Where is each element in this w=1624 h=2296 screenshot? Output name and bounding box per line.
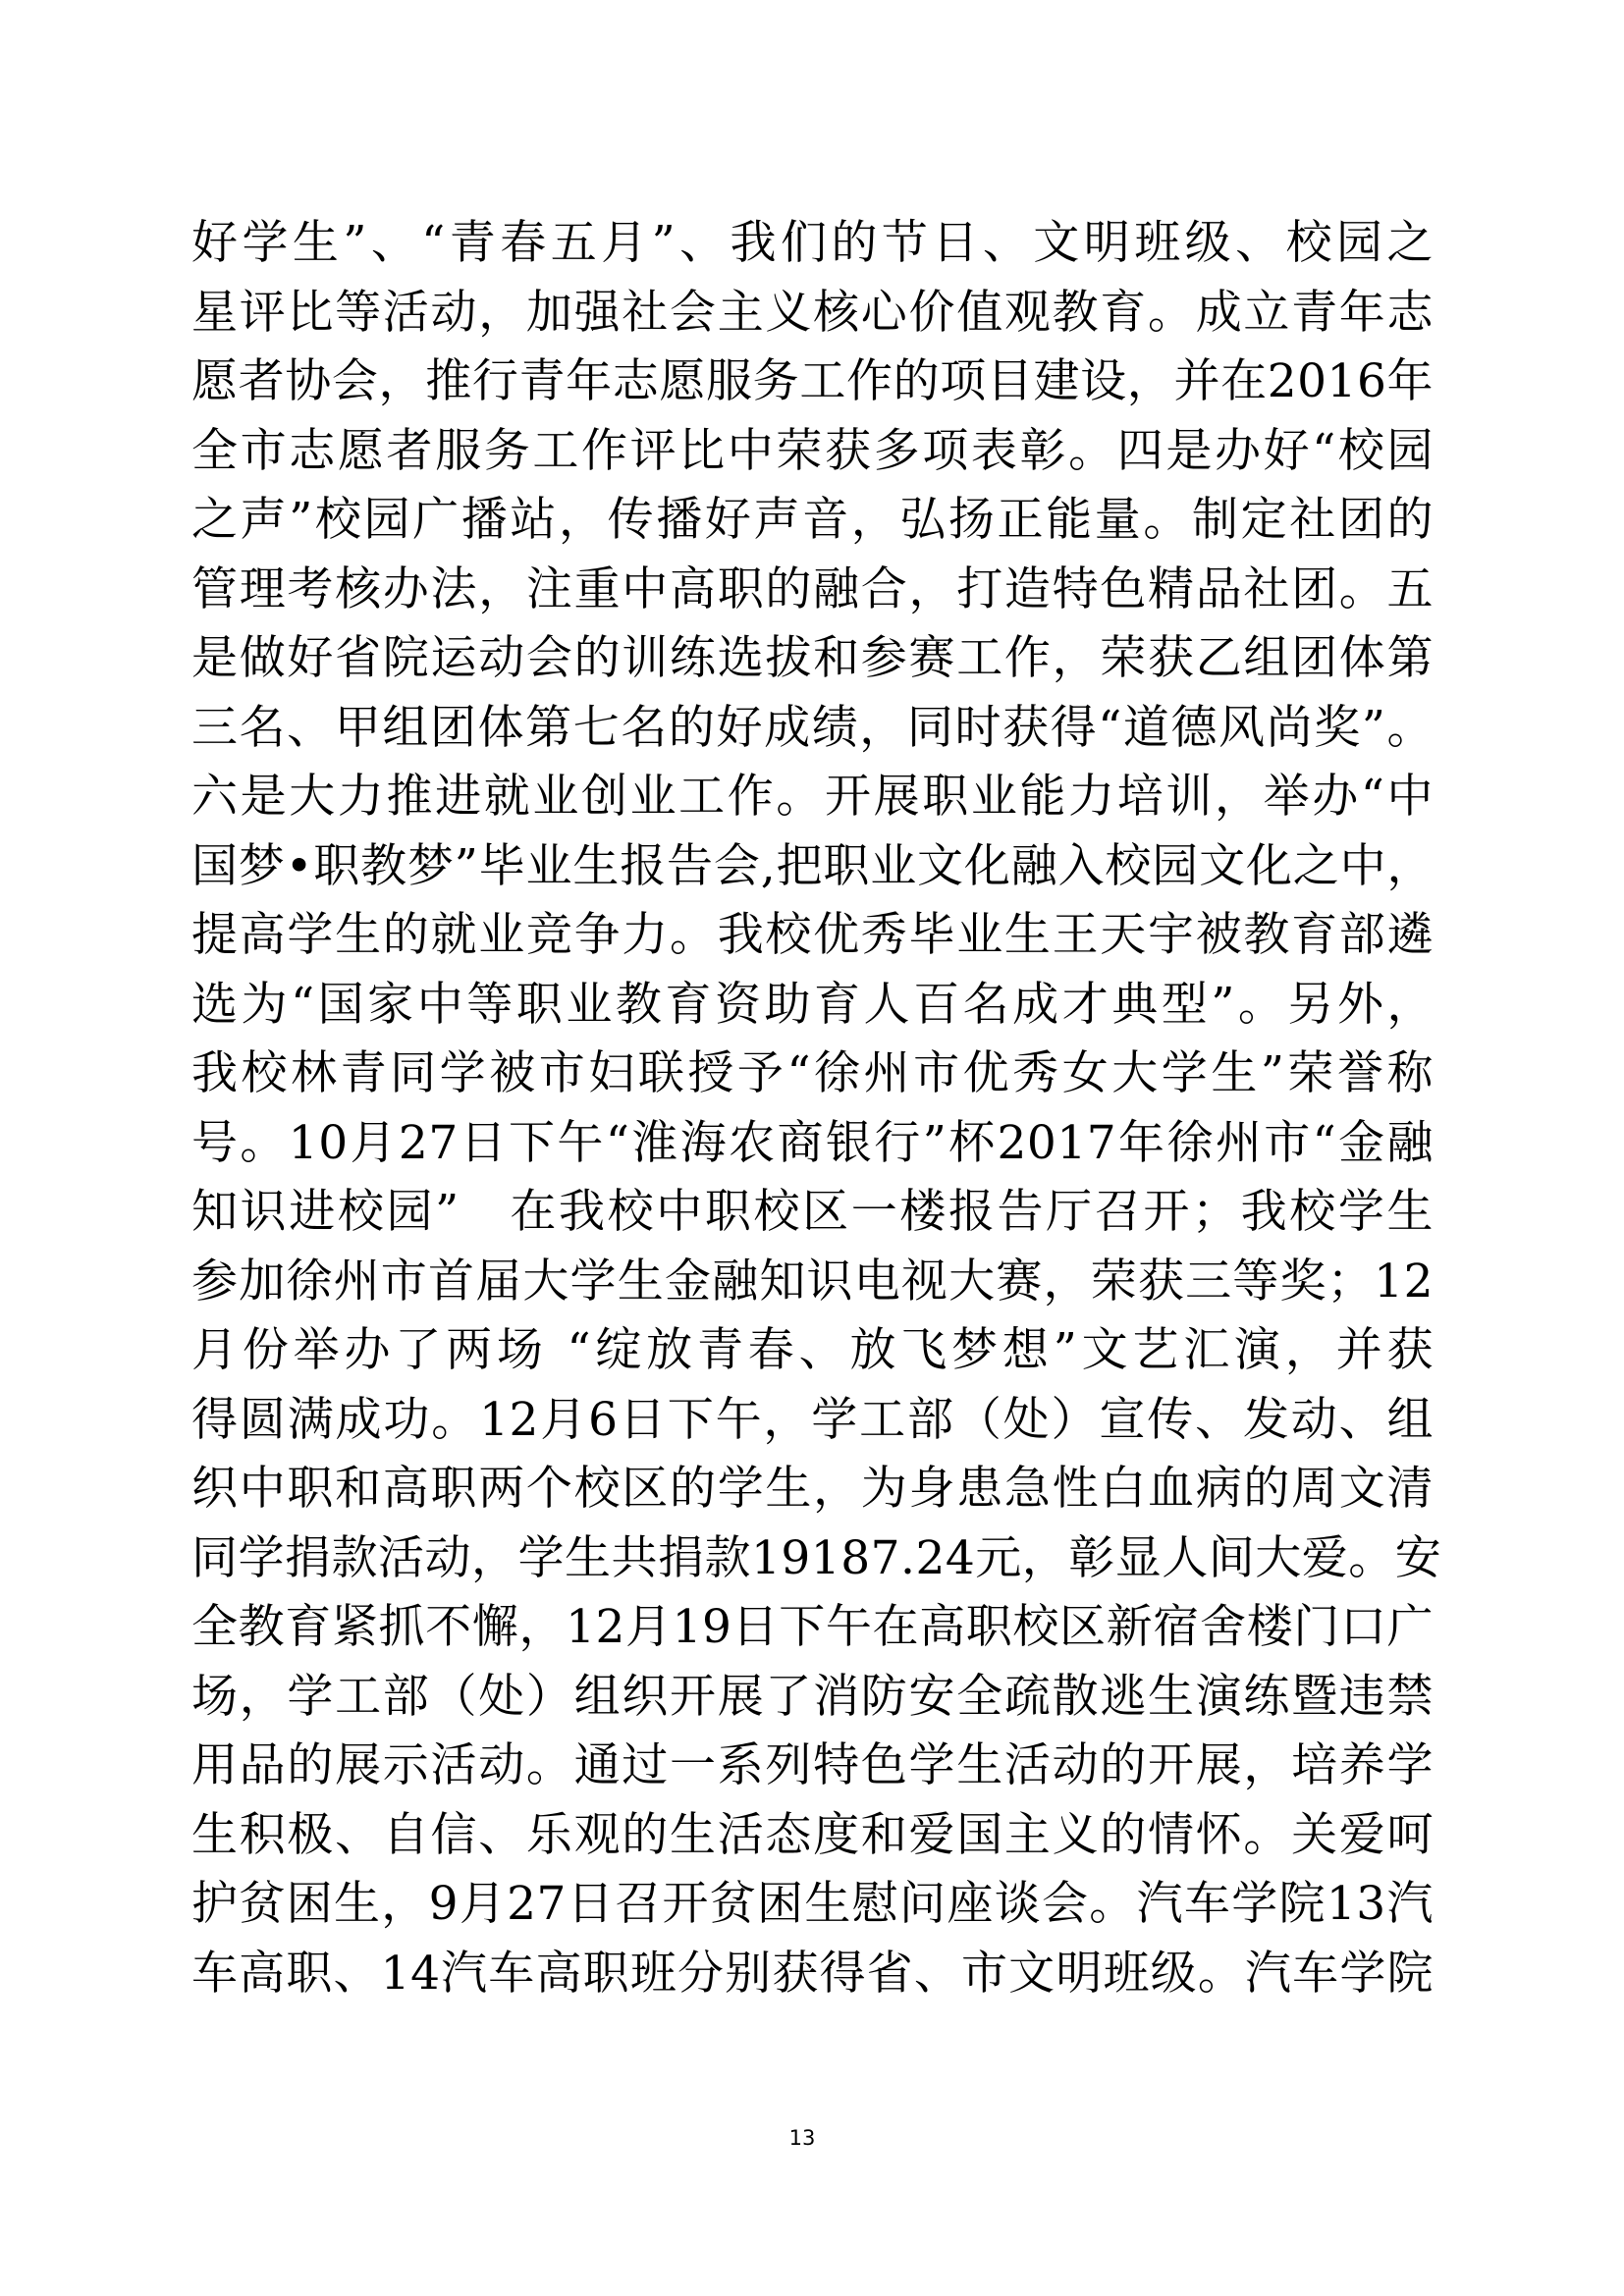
- text-line: 星评比等活动，加强社会主义核心价值观教育。成立青年志: [191, 285, 1434, 340]
- text-line: 织中职和高职两个校区的学生，为身患急性白血病的周文清: [191, 1462, 1434, 1516]
- text-line: 好学生”、“青春五月”、我们的节日、文明班级、校园之: [191, 216, 1434, 270]
- text-line: 提高学生的就业竞争力。我校优秀毕业生王天宇被教育部遴: [191, 908, 1434, 962]
- text-line: 护贫困生，9月27日召开贫困生慰问座谈会。汽车学院13汽: [191, 1877, 1434, 1931]
- text-line: 六是大力推进就业创业工作。开展职业能力培训，举办“中: [191, 770, 1434, 824]
- text-line: 三名、甲组团体第七名的好成绩，同时获得“道德风尚奖”。: [191, 700, 1434, 755]
- text-line: 我校林青同学被市妇联授予“徐州市优秀女大学生”荣誉称: [191, 1046, 1434, 1100]
- text-line: 知识进校园” 在我校中职校区一楼报告厅召开；我校学生: [191, 1185, 1434, 1239]
- text-line: 国梦•职教梦”毕业生报告会,把职业文化融入校园文化之中，: [191, 838, 1434, 893]
- text-line: 车高职、14汽车高职班分别获得省、市文明班级。汽车学院: [191, 1946, 1434, 2001]
- body-text: [191, 209, 1442, 2008]
- text-line: 全教育紧抓不懈，12月19日下午在高职校区新宿舍楼门口广: [191, 1600, 1434, 1654]
- text-line: 号。10月27日下午“淮海农商银行”杯2017年徐州市“金融: [191, 1115, 1434, 1170]
- text-line: 月份举办了两场 “绽放青春、放飞梦想”文艺汇演，并获: [191, 1323, 1434, 1377]
- text-line: 是做好省院运动会的训练选拔和参赛工作，荣获乙组团体第: [191, 631, 1434, 685]
- text-line: 同学捐款活动，学生共捐款19187.24元，彰显人间大爱。安: [191, 1530, 1442, 1585]
- text-line: 全市志愿者服务工作评比中荣获多项表彰。四是办好“校园: [191, 423, 1434, 478]
- text-line: 参加徐州市首届大学生金融知识电视大赛，荣获三等奖；12: [191, 1254, 1434, 1308]
- text-line: 管理考核办法，注重中高职的融合，打造特色精品社团。五: [191, 561, 1434, 616]
- text-line: 场，学工部（处）组织开展了消防安全疏散逃生演练暨违禁: [191, 1669, 1434, 1724]
- text-line: 之声”校园广播站，传播好声音，弘扬正能量。制定社团的: [191, 493, 1434, 547]
- text-line: 生积极、自信、乐观的生活态度和爱国主义的情怀。关爱呵: [191, 1807, 1434, 1862]
- text-line: 用品的展示活动。通过一系列特色学生活动的开展，培养学: [191, 1738, 1434, 1792]
- text-line: 得圆满成功。12月6日下午，学工部（处）宣传、发动、组: [191, 1392, 1434, 1447]
- text-line: 愿者协会，推行青年志愿服务工作的项目建设，并在2016年: [191, 354, 1434, 408]
- text-line: 选为“国家中等职业教育资助育人百名成才典型”。另外，: [191, 977, 1434, 1032]
- page-number: 13: [788, 2126, 816, 2150]
